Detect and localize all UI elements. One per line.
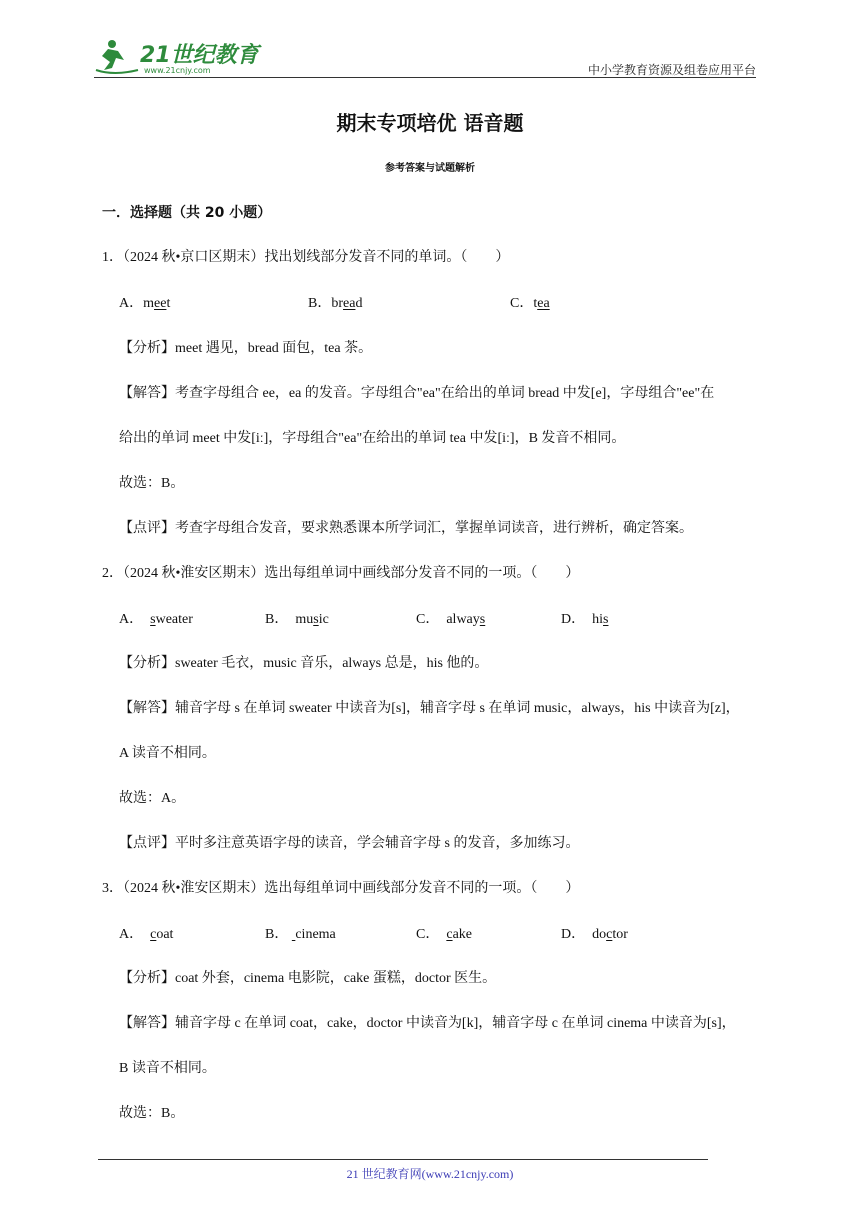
question-3-stem: 3．（2024 秋•淮安区期末）选出每组单词中画线部分发音不同的一项。（ ） [102,881,580,896]
q2-option-b: B． music [265,612,329,627]
q1-option-a: A．meet [119,296,171,311]
q2-answer-line-2: A 读音不相同。 [119,746,216,761]
q2-analysis: 【分析】sweater 毛衣，music 音乐，always 总是，his 他的。 [119,656,489,671]
q3-answer-line-1: 【解答】辅音字母 c 在单词 coat，cake，doctor 中读音为[k]，辅音字母 c 在单词 cinema 中读音为[s]， [119,1016,736,1031]
page-subtitle: 参考答案与试题解析 [385,163,475,174]
q3-answer-line-2: B 读音不相同。 [119,1061,216,1076]
platform-name: 中小学教育资源及组卷应用平台 [587,63,756,77]
q1-answer-line-2: 给出的单词 meet 中发[iː]，字母组合"ea"在给出的单词 tea 中发[iː]，B 发音不相同。 [119,431,626,446]
q1-option-c: C．tea [510,296,550,311]
q1-choice: 故选：B。 [119,476,185,491]
site-logo [94,36,264,80]
q2-option-a: A． sweater [119,612,193,627]
q2-comment: 【点评】平时多注意英语字母的读音，学会辅音字母 s 的发音，多加练习。 [119,836,580,851]
q2-answer-line-1: 【解答】辅音字母 s 在单词 sweater 中读音为[s]，辅音字母 s 在单词 music，always，his 中读音为[z]， [119,701,740,716]
page-title: 期末专项培优 语音题 [336,111,524,135]
q3-option-d: D． doctor [561,927,628,942]
q3-option-c: C． cake [416,927,472,942]
question-1-stem: 1．（2024 秋•京口区期末）找出划线部分发音不同的单词。（ ） [102,250,510,265]
q1-option-b: B．bread [308,296,363,311]
logo-text: 21世纪教育 [140,43,259,68]
q3-option-b: B． cinema [265,927,336,942]
q3-choice: 故选：B。 [119,1106,185,1121]
question-2-stem: 2．（2024 秋•淮安区期末）选出每组单词中画线部分发音不同的一项。（ ） [102,566,580,581]
q1-answer-line-1: 【解答】考查字母组合 ee，ea 的发音。字母组合"ea"在给出的单词 bread 中发[e]，字母组合"ee"在 [119,386,715,401]
header-divider [94,77,756,78]
q2-choice: 故选：A。 [119,791,186,806]
q2-option-c: C． always [416,612,486,627]
q3-analysis: 【分析】coat 外套，cinema 电影院，cake 蛋糕，doctor 医生。 [119,971,497,986]
q2-option-d: D． his [561,612,609,627]
footer-divider [98,1159,708,1160]
q1-comment: 【点评】考查字母组合发音，要求熟悉课本所学词汇，掌握单词读音，进行辨析，确定答案。 [119,521,693,536]
logo-url: www.21cnjy.com [144,66,211,75]
q1-analysis: 【分析】meet 遇见，bread 面包，tea 茶。 [119,341,373,356]
section-heading: 一．选择题（共 20 小题） [102,205,272,221]
q3-option-a: A． coat [119,927,174,942]
footer-link[interactable]: 21 世纪教育网(www.21cnjy.com) [346,1167,514,1181]
